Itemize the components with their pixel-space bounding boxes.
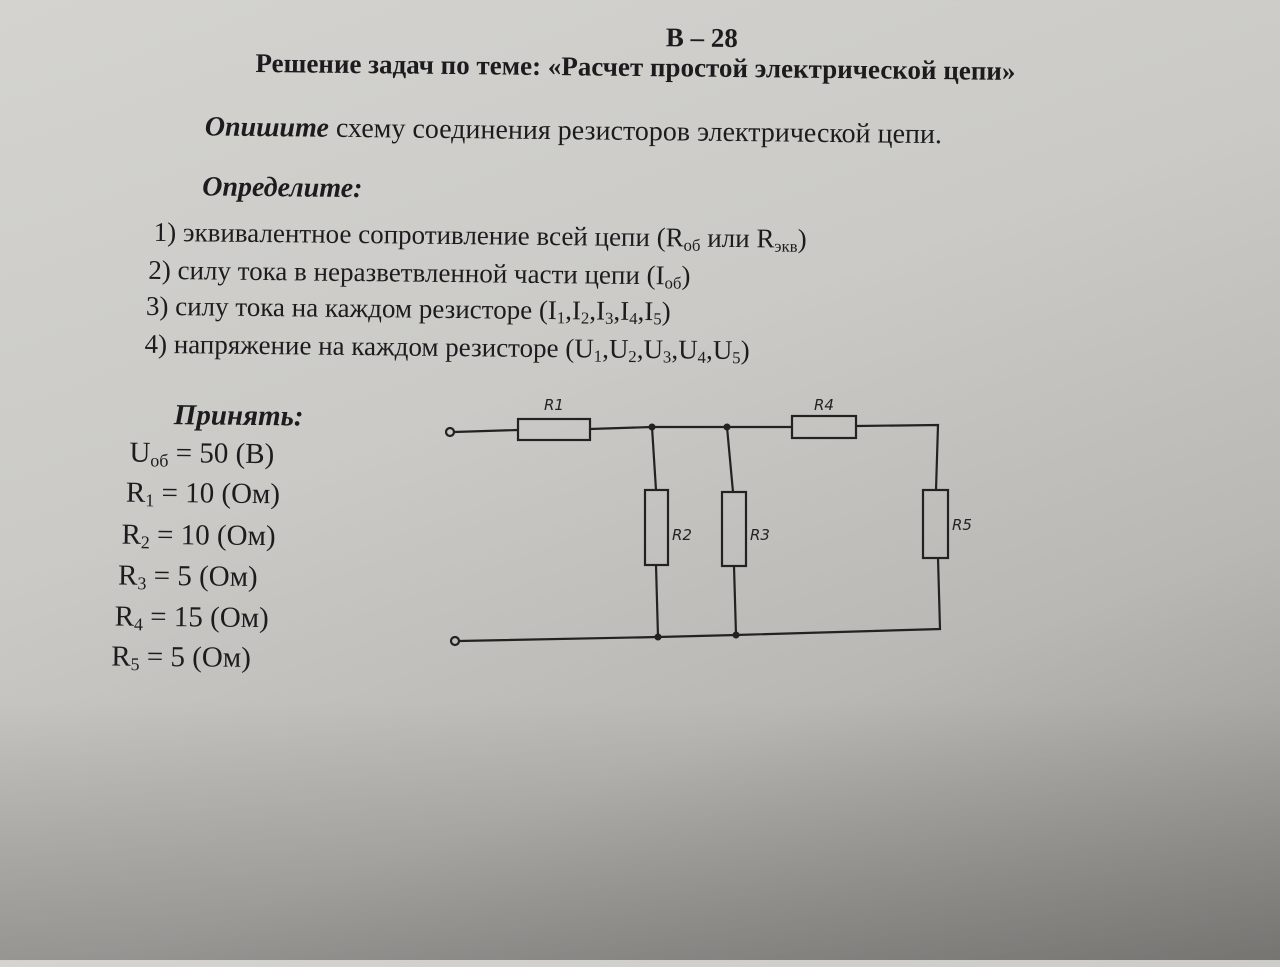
symbol: U <box>129 436 151 469</box>
resistor-r5 <box>923 490 948 558</box>
value: = 10 (Ом) <box>161 476 281 511</box>
item-subscript: 4 <box>697 347 707 367</box>
label-r2: R2 <box>672 526 692 544</box>
value: = 5 (Ом) <box>153 559 258 594</box>
resistor-r1 <box>518 419 590 440</box>
item-text: силу тока в неразветвленной части цепи (I <box>177 255 665 291</box>
symbol: R <box>125 476 146 509</box>
determine-item-3: 3) силу тока на каждом резисторе $(I_1,I_2,I_3,I_4,I_5)$ <box>145 290 671 329</box>
item-subscript: об <box>683 235 701 255</box>
item-text: или R <box>700 222 775 254</box>
item-subscript: 1 <box>556 308 566 328</box>
item-number: 2) <box>148 254 171 286</box>
subscript: 3 <box>137 573 147 594</box>
resistor-r4 <box>792 416 856 438</box>
value: = 10 (Ом) <box>156 518 276 553</box>
item-number: 1) <box>153 216 177 248</box>
node-dot <box>733 632 740 639</box>
value: = 15 (Ом) <box>150 600 269 635</box>
item-text: U <box>608 333 629 364</box>
item-text: U <box>643 334 664 365</box>
label-r1: R1 <box>544 396 564 414</box>
item-number: 3) <box>145 290 169 322</box>
item-text: напряжение на каждом резисторе (U <box>173 329 594 364</box>
task-describe-text: схему соединения резисторов электрической цепи. <box>335 112 943 151</box>
item-subscript: 5 <box>732 348 741 368</box>
determine-item-4: 4) напряжение на каждом резисторе $(U_1,U_2,U_3,U_4,U_5)$ <box>144 328 750 368</box>
subscript: 4 <box>133 614 144 635</box>
item-text: I <box>571 295 582 326</box>
page-title: Решение задач по теме: «Расчет простой электрической цепи» <box>255 47 1016 86</box>
item-text: I <box>595 295 606 326</box>
top-wire <box>454 425 938 490</box>
given-heading: Принять: <box>173 399 304 433</box>
item-subscript: 3 <box>604 308 614 328</box>
label-r3: R3 <box>750 526 770 544</box>
item-subscript: экв <box>774 236 798 256</box>
input-terminal-bottom <box>451 637 459 645</box>
symbol: R <box>114 600 135 633</box>
item-text: эквивалентное сопротивление всей цепи (R <box>182 217 684 253</box>
label-r4: R4 <box>814 396 834 414</box>
value: = 50 (В) <box>175 437 275 471</box>
item-text: I <box>644 296 654 327</box>
item-text: I <box>620 295 630 326</box>
subscript: 5 <box>130 654 140 675</box>
item-subscript: 2 <box>580 308 590 328</box>
node-dot <box>724 424 731 431</box>
item-text: силу тока на каждом резисторе (I <box>175 291 558 326</box>
resistor-r3 <box>722 492 746 566</box>
item-subscript: 5 <box>653 309 662 329</box>
item-subscript: об <box>664 273 682 293</box>
item-text: U <box>678 334 698 365</box>
input-terminal-top <box>446 428 454 436</box>
determine-heading: Определите: <box>202 171 363 205</box>
symbol: R <box>117 559 138 592</box>
label-r5: R5 <box>952 516 972 534</box>
item-text: ) <box>797 223 807 254</box>
item-text: U <box>712 334 733 365</box>
value: = 5 (Ом) <box>146 640 251 674</box>
symbol: R <box>121 518 142 551</box>
r2-wire <box>652 427 658 637</box>
subscript: 2 <box>140 532 150 553</box>
node-dot <box>649 424 656 431</box>
node-dot <box>655 634 662 641</box>
resistor-r2 <box>645 490 668 565</box>
symbol: R <box>111 640 131 673</box>
item-subscript: 4 <box>629 309 638 329</box>
item-number: 4) <box>144 328 168 360</box>
subscript: об <box>150 450 169 471</box>
item-subscript: 2 <box>628 347 637 367</box>
bottom-wire <box>459 558 940 641</box>
item-subscript: 3 <box>662 347 672 367</box>
item-subscript: 1 <box>593 346 603 366</box>
task-describe-verb: Опишите <box>204 111 330 144</box>
r3-wire <box>727 427 736 635</box>
item-text: ) <box>681 260 691 291</box>
variant-number: В – 28 <box>665 22 738 54</box>
subscript: 1 <box>145 490 155 511</box>
